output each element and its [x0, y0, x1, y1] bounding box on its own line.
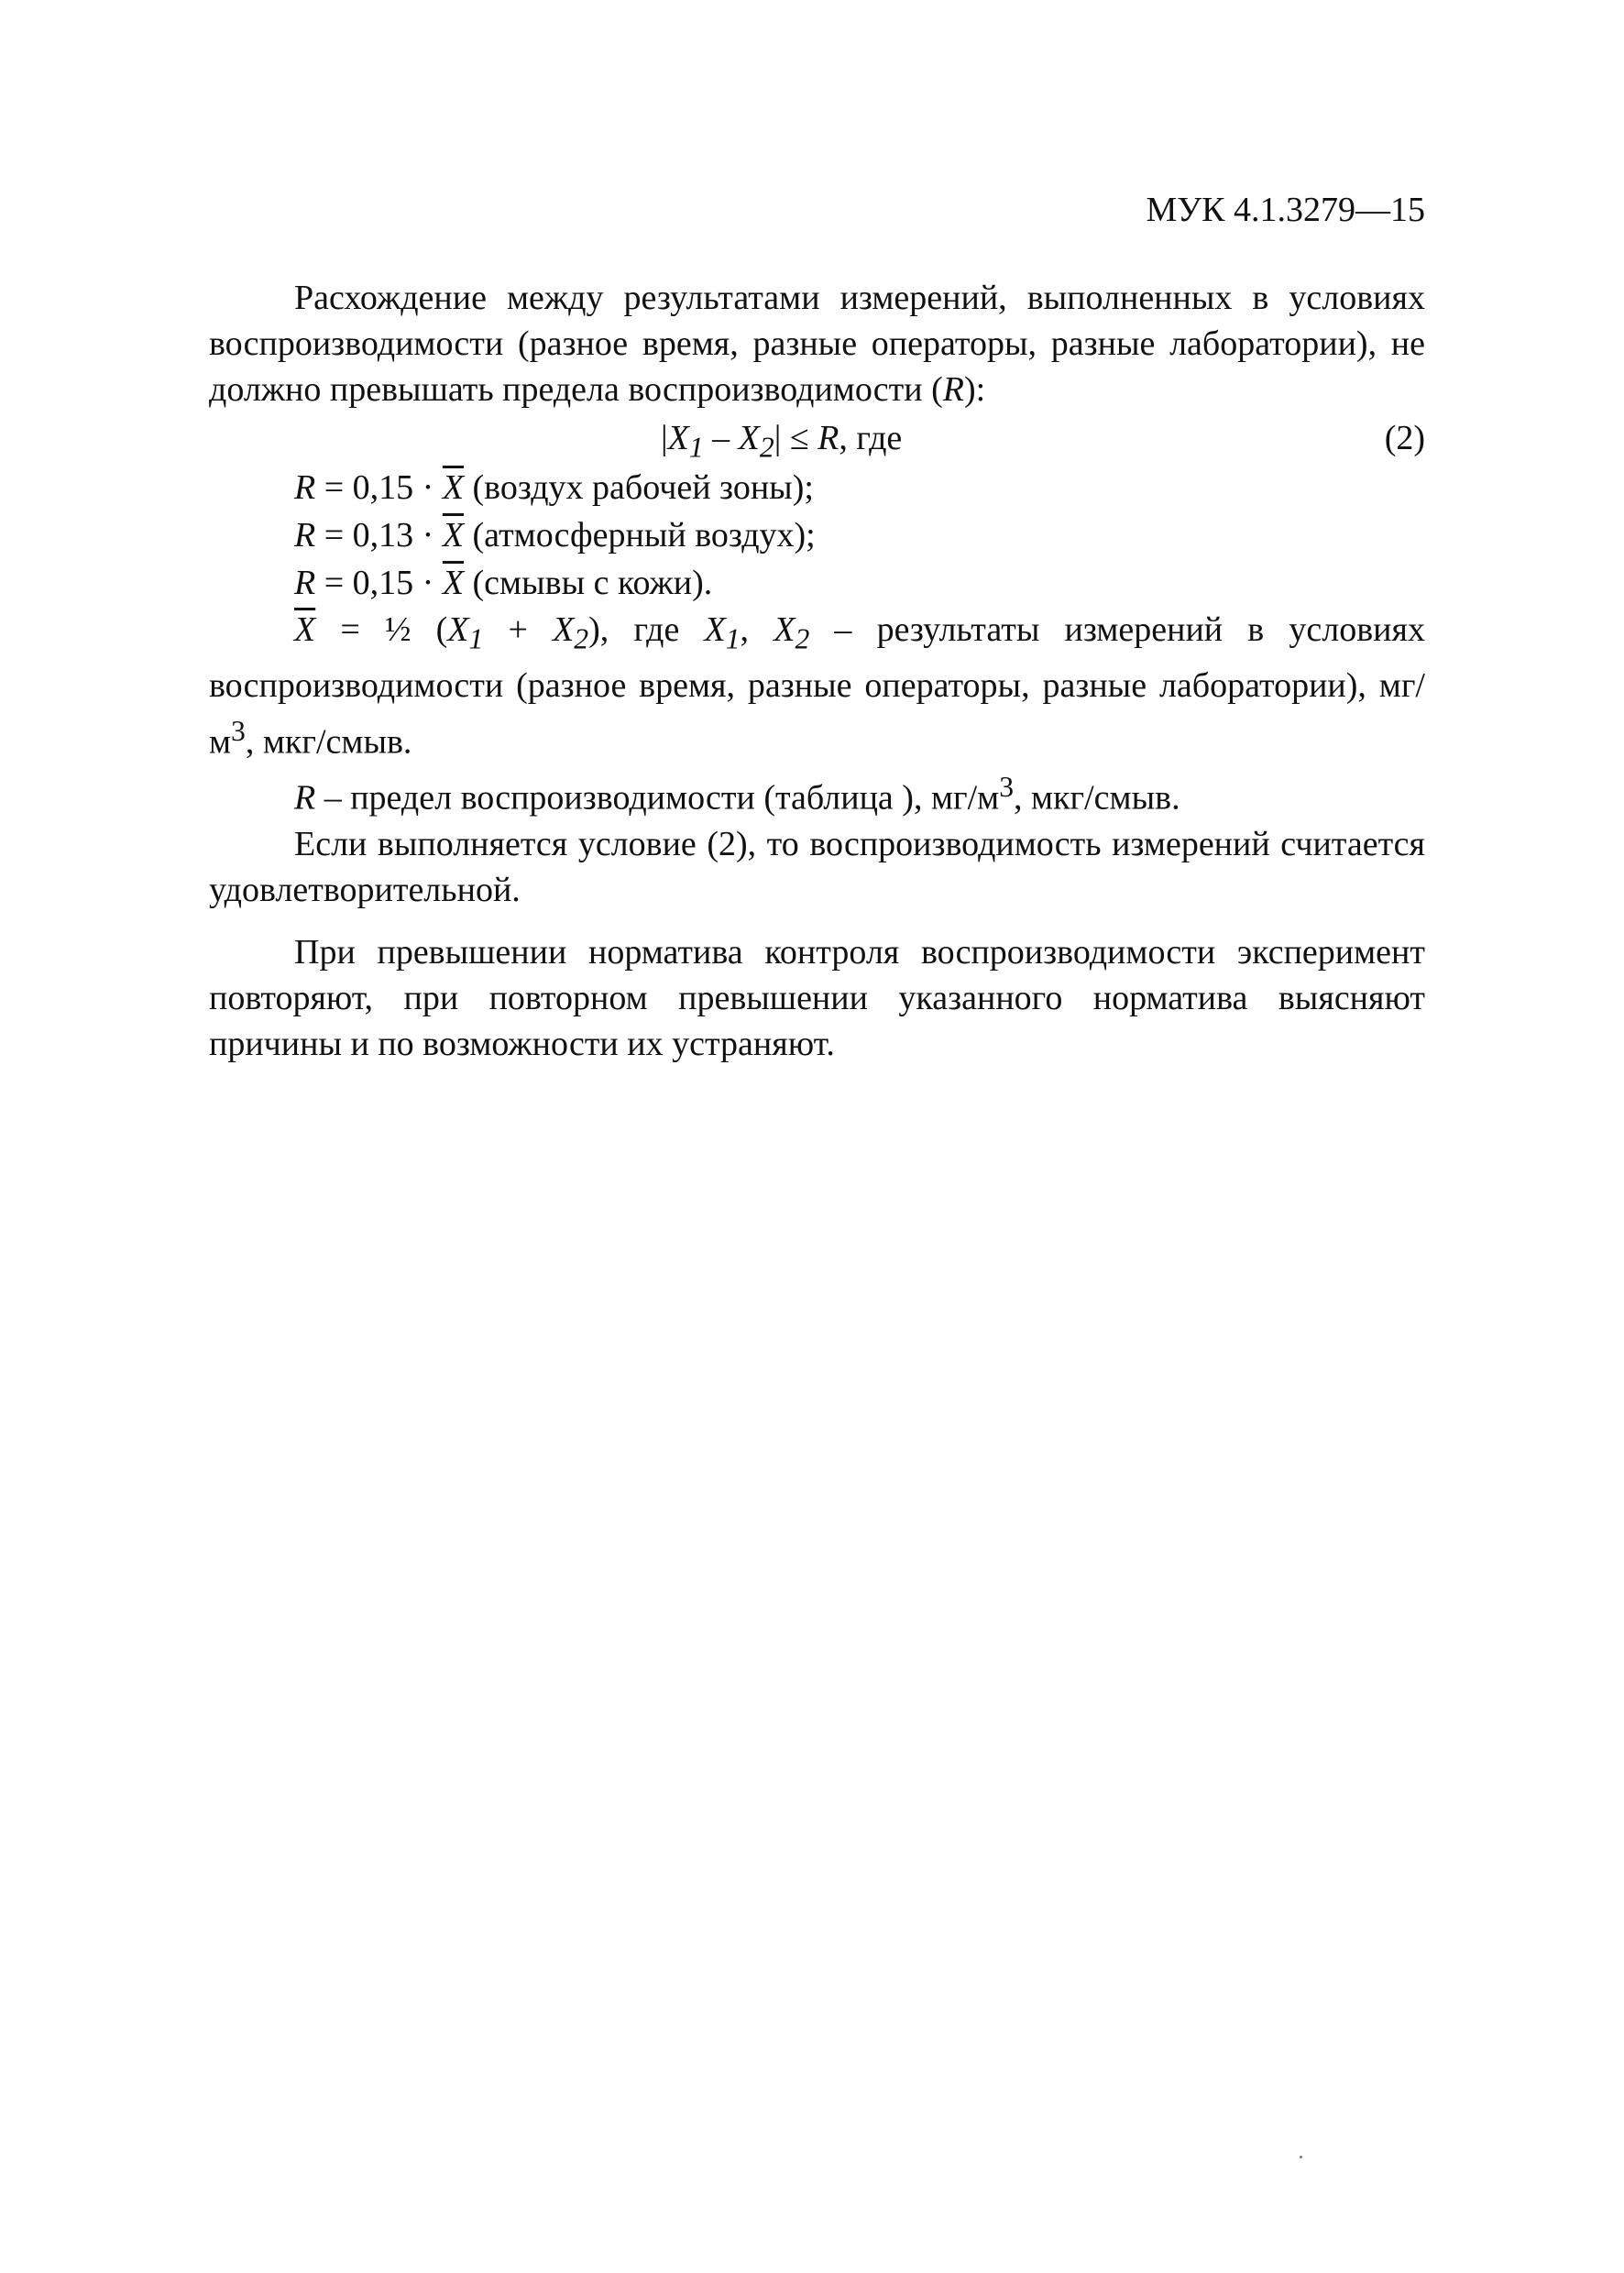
- formula-line: [209, 412, 1425, 464]
- superscript-3: 3: [999, 771, 1015, 804]
- r-note: (воздух рабочей зоны);: [464, 468, 814, 507]
- subscript-1: 1: [688, 431, 704, 464]
- variable-x-mean: $\overline{X}$: [294, 610, 316, 649]
- r-definition: [209, 764, 1425, 821]
- x-mean-definition: [209, 607, 1425, 764]
- formula-expression: [661, 412, 902, 474]
- plus-sign: +: [483, 610, 554, 649]
- minus-sign: –: [703, 419, 739, 457]
- variable-x1: X: [447, 610, 469, 649]
- variable-r: R: [294, 778, 316, 818]
- r-line-skin-wash: [209, 559, 1425, 607]
- definition-tail: , мкг/смыв.: [1014, 778, 1180, 818]
- paragraph-text: Расхождение между результатами измерений, выполненных в условиях воспроизводимости (разное время, разные операторы, разные лаборатории), не должно превышать предела воспроизводимости (: [209, 279, 1425, 409]
- variable-r: R: [294, 564, 316, 602]
- variable-x-mean: $\overline{X}$: [442, 564, 465, 602]
- subscript-2: 2: [795, 622, 810, 655]
- variable-r: R: [294, 516, 316, 555]
- paragraph-end: ):: [963, 370, 986, 409]
- half-sum-open: = ½ (: [315, 610, 448, 649]
- variable-x2: X: [553, 610, 575, 649]
- r-coefficient: = 0,13 ·: [315, 516, 443, 555]
- comma: ,: [740, 610, 774, 649]
- r-note: (смывы с кожи).: [464, 564, 713, 602]
- exceed-paragraph: При превышении норматива контроля воспроизводимости эксперимент повторяют, при повторном превышении указанного норматива выясняют причины и по возможности их устраняют.: [209, 932, 1425, 1063]
- formula-tail: , где: [839, 419, 903, 457]
- subscript-2: 2: [574, 622, 589, 655]
- condition-paragraph: Если выполняется условие (2), то воспроизводимость измерений считается удовлетворительной.: [209, 824, 1425, 909]
- subscript-2: 2: [759, 431, 774, 464]
- variable-r: R: [817, 419, 839, 457]
- r-line-atmospheric: [209, 511, 1425, 559]
- r-coefficient: = 0,15 ·: [315, 564, 443, 602]
- definition-text: – результаты измерений в условиях воспроизводимости (разное время, разные операторы, разные лаборатории), мг/м: [209, 610, 1425, 762]
- variable-x2: X: [738, 419, 760, 457]
- variable-x1: X: [667, 419, 689, 457]
- definition-text: – предел воспроизводимости (таблица ), мг/м: [315, 778, 1000, 818]
- formula-number: (2): [1384, 419, 1425, 457]
- variable-x2: X: [774, 610, 796, 649]
- r-note: (атмосферный воздух);: [464, 516, 816, 555]
- half-sum-close: ), где: [588, 610, 705, 649]
- r-coefficient: = 0,15 ·: [315, 468, 443, 507]
- reproducibility-paragraph: [209, 275, 1425, 412]
- variable-x1: X: [704, 610, 726, 649]
- le-sign: ≤: [781, 419, 818, 457]
- definition-tail: , мкг/смыв.: [245, 722, 412, 762]
- document-body: [209, 275, 1425, 1067]
- subscript-1: 1: [468, 622, 484, 655]
- subscript-1: 1: [725, 622, 741, 655]
- abs-bar-right: |: [774, 419, 782, 457]
- variable-r: R: [942, 370, 964, 409]
- paragraph-gap: [209, 913, 1425, 929]
- scan-speck: [1300, 2156, 1302, 2158]
- variable-r: R: [294, 468, 316, 507]
- superscript-3: 3: [231, 714, 246, 747]
- abs-bar-left: |: [661, 419, 668, 457]
- variable-x-mean: $\overline{X}$: [442, 468, 465, 507]
- variable-x-mean: $\overline{X}$: [442, 516, 465, 555]
- document-reference: МУК 4.1.3279—15: [1146, 191, 1425, 229]
